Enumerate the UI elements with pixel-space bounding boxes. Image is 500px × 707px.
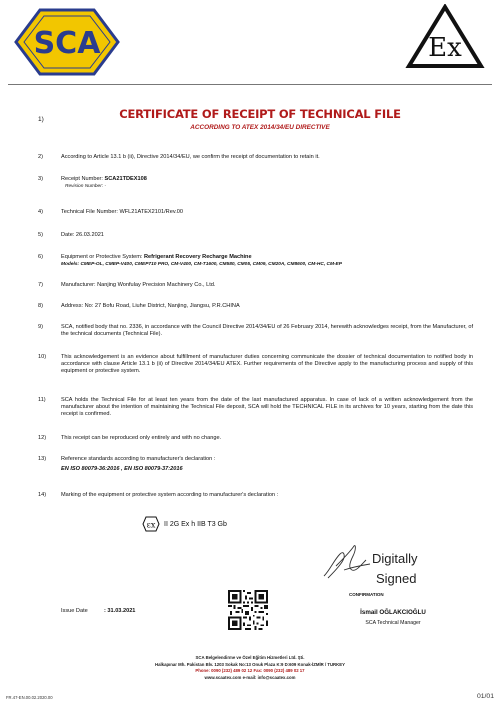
receipt-number-value: SCA21TDEX108	[104, 176, 147, 182]
certificate-subtitle: ACCORDING TO ATEX 2014/34/EU DIRECTIVE	[190, 124, 330, 131]
marking-text: II 2G Ex h IIB T3 Gb	[164, 520, 227, 528]
item-number: 10)	[38, 354, 47, 360]
ex-marking-icon	[142, 516, 160, 532]
item-text: This receipt can be reproduced only entirely and with no change.	[61, 435, 222, 441]
digitally-signed	[372, 549, 418, 589]
equipment-models: Models: CMEP-OL, CMEP-V400, CMEP710 PRO, CM-V400, CM-T1600, CM580, CM05, CM09, CM20A, CM8600, CM-HC, CM-EP	[61, 262, 342, 268]
item-text: SCA, notified body that no. 2336, in accordance with the Council Directive 2014/34/EU of 26 February 2014, herewith acknowledges receipt, from the Manufacturer, of the technical documents (Technical File).	[61, 324, 473, 338]
item-number: 14)	[38, 492, 47, 498]
footer	[100, 655, 400, 681]
confirmation-label: CONFIRMATION	[349, 592, 384, 597]
ex-logo-text: Ex	[428, 33, 462, 63]
footer-web: www.scaatex.com e-mail: info@scaatex.com	[204, 674, 296, 680]
manufacturer-address: Address: No: 27 Bofu Road, Liuhe District, Nanjing, Jiangsu, P.R.CHINA	[61, 303, 240, 309]
reference-standards: EN ISO 80079-36:2016 , EN ISO 80079-37:2016	[61, 466, 183, 473]
footer-company: SCA Belgelendirme ve Özel Eğitim Hizmetleri Ltd. Şti.	[195, 655, 305, 660]
item-number: 2)	[38, 154, 43, 160]
signature-scribble	[320, 540, 374, 582]
sca-logo	[8, 8, 126, 76]
item-number: 13)	[38, 456, 47, 462]
item-text: SCA holds the Technical File for at least ten years from the date of the last manufactured apparatus. In case of lack of a written acknowledgement from the manufacturer about the intention of maintaining the Technical File deposit, SCA will hold the TECHNICAL FILE in its archives for 10 years, starting from the date this receipt is confirmed.	[61, 397, 473, 418]
item-number: 6)	[38, 254, 43, 260]
revision-number: Revision Number: -	[65, 184, 107, 190]
footer-phone: Phone: 0090 (232) 489 02 12 Fax: 0090 (232) 489 02 17	[195, 668, 305, 674]
signed-line: Signed	[376, 571, 417, 586]
receipt-date: Date: 26.03.2021	[61, 232, 104, 238]
title-number: 1)	[38, 116, 44, 123]
item-text: This acknowledgement is an evidence about fulfillment of manufacturer duties concerning communicate the dossier of technical documentation to notified body in accordance with clause Article 13.1 b (ii) of Directive 2014/34/EU ATEX. Further requirements of the Directive apply to the manufacturing process and supply of this equipment or protective system.	[61, 354, 473, 375]
manufacturer: Manufacturer: Nanjing Wonfulay Precision Machinery Co., Ltd.	[61, 282, 216, 288]
item-number: 3)	[38, 176, 43, 182]
equipment-label: Equipment or Protective System:	[61, 254, 145, 260]
equipment-value: Refrigerant Recovery Recharge Machine	[144, 254, 252, 260]
item-text: According to Article 13.1 b (ii), Directive 2014/34/EU, we confirm the receipt of documentation to retain it.	[61, 154, 320, 160]
item-number: 9)	[38, 324, 43, 330]
issue-date-value: : 31.03.2021	[104, 608, 136, 614]
svg-text:εx: εx	[146, 520, 156, 530]
digitally-line: Digitally	[372, 551, 418, 566]
page-number: 01/01	[476, 693, 494, 700]
signatory-role: SCA Technical Manager	[365, 620, 421, 626]
qr-code	[228, 590, 268, 630]
item-number: 12)	[38, 435, 47, 441]
signatory-name: İsmail OĞLAKCIOĞLU	[360, 609, 426, 616]
ex-hexagon-icon	[405, 4, 485, 76]
item-number: 7)	[38, 282, 43, 288]
technical-file-number: Technical File Number: WFL21ATEX2101/Rev.00	[61, 209, 183, 215]
item-number: 11)	[38, 397, 46, 403]
receipt-number-label: Receipt Number:	[61, 176, 105, 182]
certificate-title: CERTIFICATE OF RECEIPT OF TECHNICAL FILE	[119, 107, 401, 121]
sca-logo-text: SCA	[33, 26, 101, 61]
item-number: 8)	[38, 303, 43, 309]
item-text: Marking of the equipment or protective system according to manufacturer's declaration :	[61, 492, 279, 498]
reference-standards-label: Reference standards according to manufacturer's declaration :	[61, 456, 216, 462]
equipment-marking	[142, 516, 227, 532]
document-code: FR.47-EN.00.02.2020.00	[6, 695, 53, 700]
footer-address: Halkapınar Mh. Pakistan Blv. 1203 Sokak No:13 Onuk Plaza K:9 D:609 Konak-İZMİR / TURKEY	[155, 661, 345, 667]
item-number: 4)	[38, 209, 43, 215]
item-number: 5)	[38, 232, 43, 238]
issue-date-label: Issue Date	[61, 608, 88, 614]
header-divider	[8, 84, 492, 85]
